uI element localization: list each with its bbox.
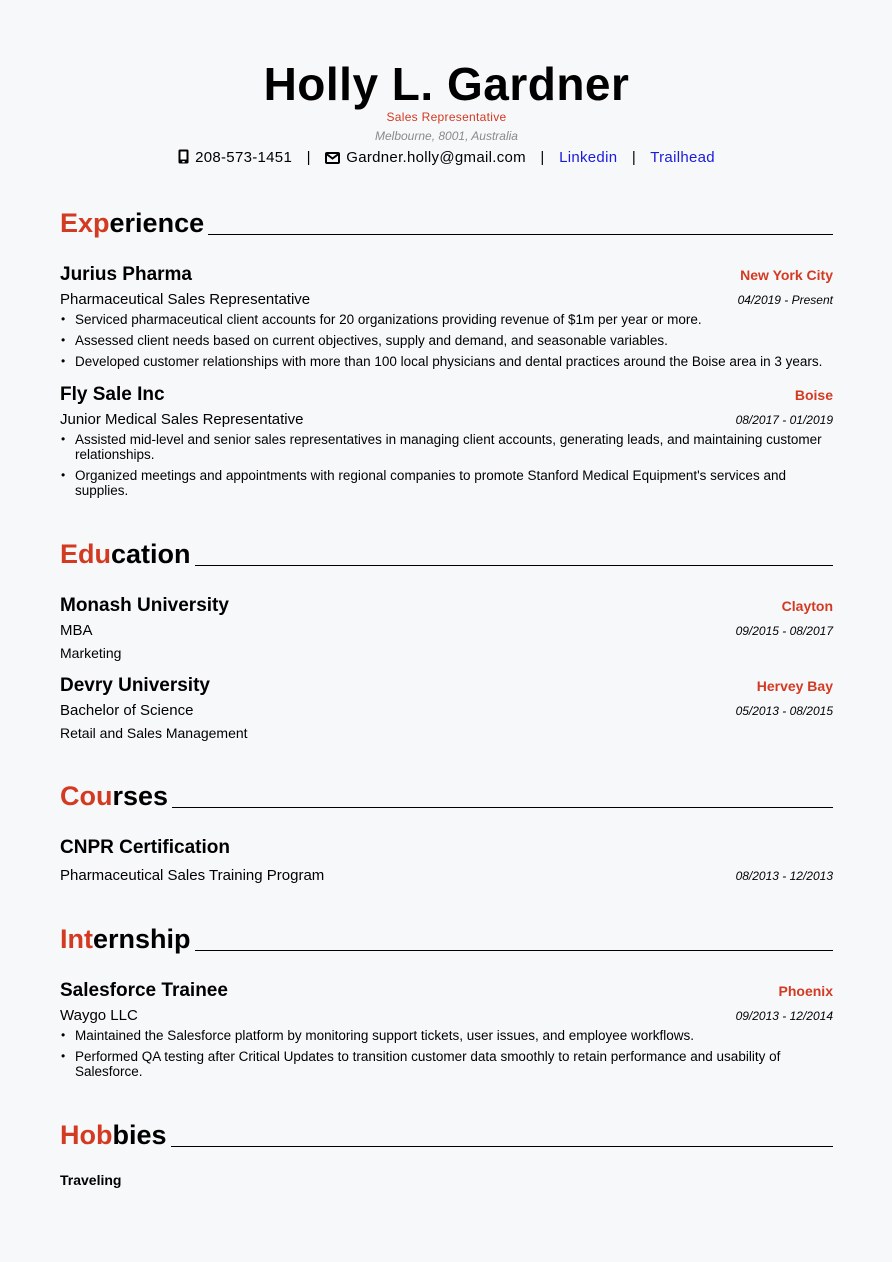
company-name: Fly Sale Inc xyxy=(60,384,165,405)
heading-rule xyxy=(172,807,833,808)
courses-section xyxy=(60,777,833,811)
bullet-item: • Developed customer relationships with more than 100 local physicians and dental practices around the Boise area in 3 years. xyxy=(75,354,833,369)
degree: Bachelor of Science xyxy=(60,702,194,719)
job-dates: 08/2017 - 01/2019 xyxy=(735,413,833,427)
heading-accent: Hob xyxy=(60,1120,113,1150)
job-title: Junior Medical Sales Representative xyxy=(60,411,304,428)
job-location: Boise xyxy=(794,387,833,403)
heading-rule xyxy=(208,234,833,235)
section-heading xyxy=(60,777,833,811)
bullet-item: • Organized meetings and appointments with regional companies to promote Stanford Medical Equipment's services and supplies. xyxy=(75,468,833,498)
candidate-role: Sales Representative xyxy=(386,110,507,124)
internship-company: Waygo LLC xyxy=(60,1007,138,1024)
course-provider: Pharmaceutical Sales Training Program xyxy=(60,867,325,884)
heading-accent: Exp xyxy=(60,208,110,238)
education-dates: 05/2013 - 08/2015 xyxy=(735,704,833,718)
heading-rule xyxy=(195,950,833,951)
candidate-name: Holly L. Gardner xyxy=(263,58,630,110)
course-name: CNPR Certification xyxy=(60,837,230,858)
school-location: Hervey Bay xyxy=(756,678,833,694)
education-section xyxy=(60,535,833,569)
contact-separator: | xyxy=(631,149,637,166)
bullet-item: • Maintained the Salesforce platform by monitoring support tickets, user issues, and employee workflows. xyxy=(75,1028,833,1043)
heading-rest: ernship xyxy=(93,924,191,954)
company-name: Jurius Pharma xyxy=(60,264,192,285)
experience-entry xyxy=(60,384,833,504)
trailhead-link[interactable]: Trailhead xyxy=(650,149,715,166)
bullet-item: • Performed QA testing after Critical Updates to transition customer data smoothly to retain performance and usability of Salesforce. xyxy=(75,1049,833,1079)
school-location: Clayton xyxy=(781,598,833,614)
section-heading xyxy=(60,204,833,238)
job-location: New York City xyxy=(740,267,833,283)
school-name: Monash University xyxy=(60,595,229,616)
course-dates: 08/2013 - 12/2013 xyxy=(735,869,833,883)
course-entry xyxy=(60,837,833,884)
bullet-item: • Assisted mid-level and senior sales representatives in managing client accounts, generating leads, and maintaining customer relationships. xyxy=(75,432,833,462)
school-name: Devry University xyxy=(60,675,210,696)
job-bullets xyxy=(60,432,833,498)
internship-bullets xyxy=(60,1028,833,1079)
internship-entry xyxy=(60,980,833,1085)
envelope-icon xyxy=(325,151,340,169)
heading-rule xyxy=(195,565,833,566)
phone-number: 208-573-1451 xyxy=(195,149,293,166)
linkedin-link[interactable]: Linkedin xyxy=(559,149,618,166)
hobby-entry xyxy=(60,1172,833,1188)
heading-accent: Cou xyxy=(60,781,113,811)
resume-header xyxy=(60,58,833,169)
section-heading xyxy=(60,920,833,954)
heading-accent: Edu xyxy=(60,539,111,569)
heading-rest: rses xyxy=(112,781,169,811)
contact-line xyxy=(60,149,833,169)
section-heading xyxy=(60,1116,833,1150)
internship-section xyxy=(60,920,833,954)
internship-dates: 09/2013 - 12/2014 xyxy=(735,1009,833,1023)
heading-rule xyxy=(171,1146,833,1147)
heading-rest: cation xyxy=(111,539,191,569)
job-dates: 04/2019 - Present xyxy=(737,293,833,307)
internship-role: Salesforce Trainee xyxy=(60,980,228,1001)
contact-separator: | xyxy=(306,149,311,166)
field-of-study: Marketing xyxy=(60,645,122,661)
job-title: Pharmaceutical Sales Representative xyxy=(60,291,311,308)
degree: MBA xyxy=(60,622,93,639)
education-entry xyxy=(60,595,833,661)
phone-icon xyxy=(178,149,189,169)
email-address[interactable]: Gardner.holly@gmail.com xyxy=(346,149,526,166)
resume-page xyxy=(60,58,833,1188)
contact-separator: | xyxy=(540,149,545,166)
candidate-address: Melbourne, 8001, Australia xyxy=(375,129,518,143)
section-heading xyxy=(60,535,833,569)
heading-accent: Int xyxy=(60,924,93,954)
education-dates: 09/2015 - 08/2017 xyxy=(735,624,833,638)
hobby-item: Traveling xyxy=(60,1172,122,1188)
job-bullets xyxy=(60,312,833,369)
field-of-study: Retail and Sales Management xyxy=(60,725,248,741)
education-entry xyxy=(60,675,833,741)
bullet-item: • Serviced pharmaceutical client accounts for 20 organizations providing revenue of $1m per year or more. xyxy=(75,312,833,327)
experience-section xyxy=(60,204,833,238)
heading-rest: bies xyxy=(112,1120,167,1150)
bullet-item: • Assessed client needs based on current objectives, supply and demand, and seasonable variables. xyxy=(75,333,833,348)
hobbies-section xyxy=(60,1116,833,1150)
experience-entry xyxy=(60,264,833,375)
heading-rest: erience xyxy=(109,208,205,238)
internship-location: Phoenix xyxy=(778,983,833,999)
